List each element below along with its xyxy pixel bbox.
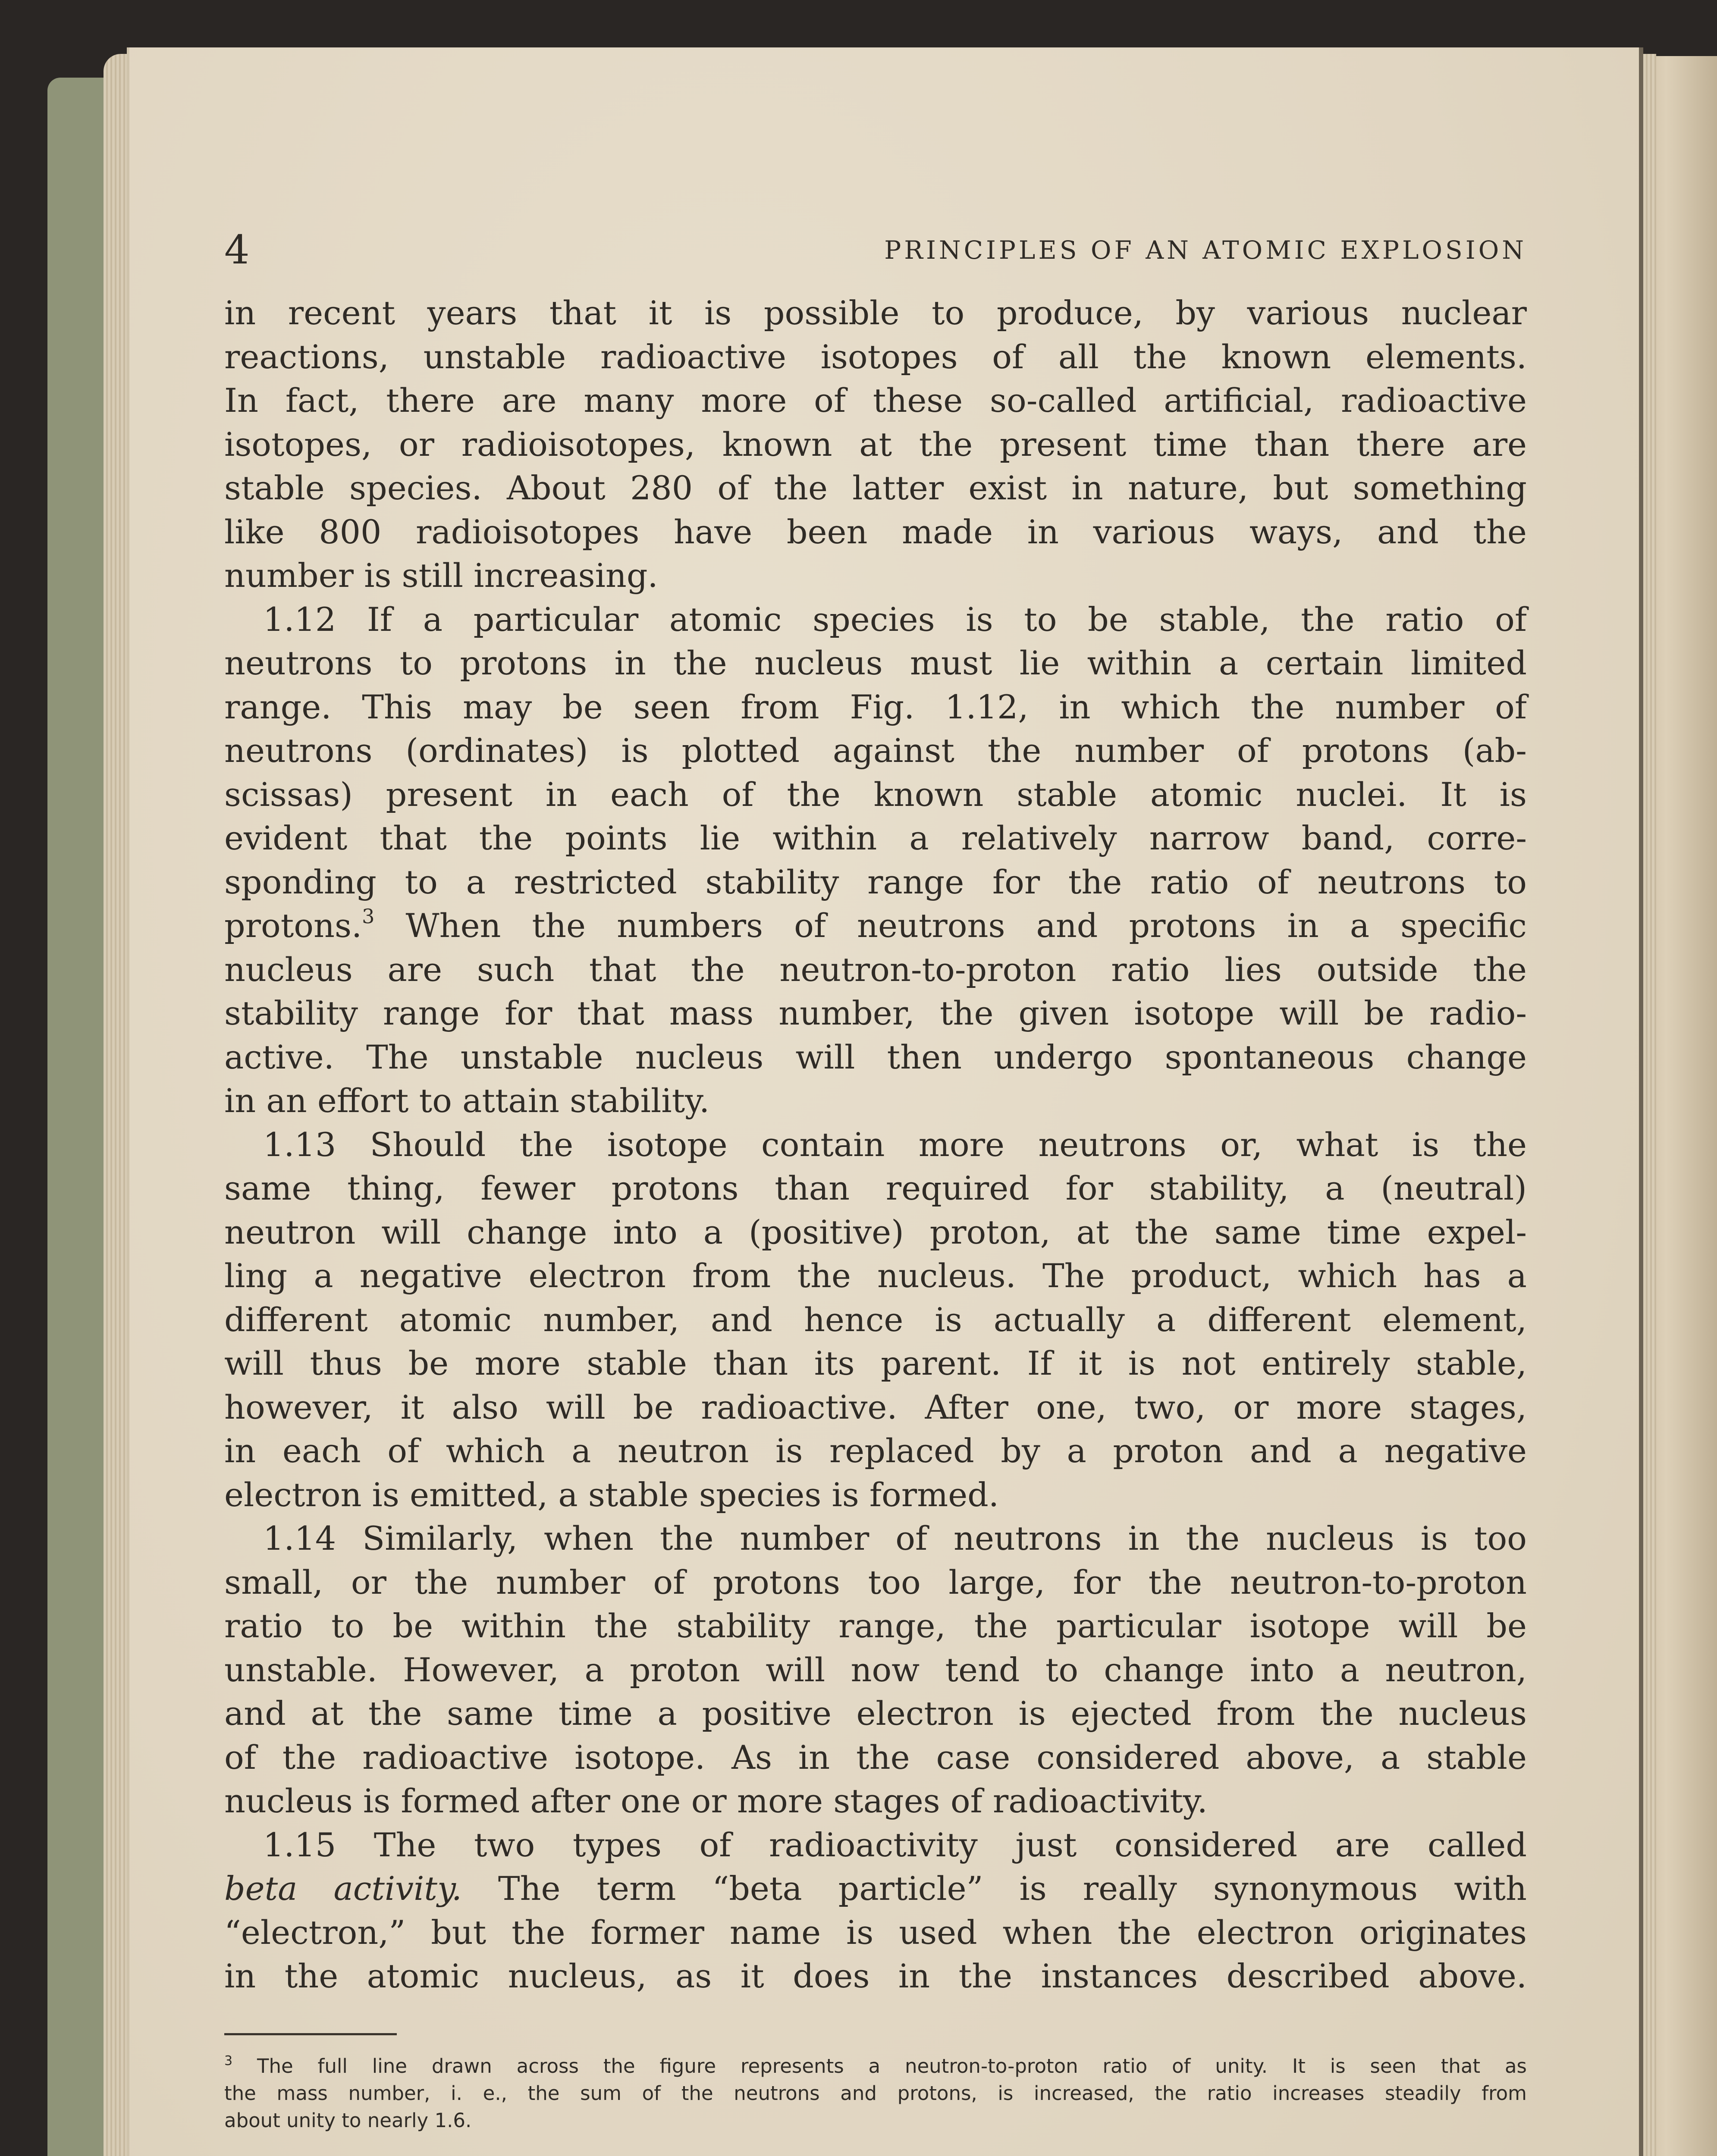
text-line: isotopes, or radioisotopes, known at the present time than there are [224,425,1527,464]
footnote-marker: 3 [224,2053,233,2068]
paragraph-1-15 [224,1823,1527,1998]
text-line: range. This may be seen from Fig. 1.12, in which the number of [224,687,1527,726]
text-line: stability range for that mass number, the given isotope will be radio- [224,994,1527,1032]
text-fragment: The full line drawn across the figure represents a neutron-to-proton ratio of unity. It is seen that as [257,2055,1527,2078]
text-line: number is still increasing. [224,556,658,595]
text-line: ratio to be within the stability range, the particular isotope will be [224,1607,1527,1645]
text-line: neutrons (ordinates) is plotted against the number of protons (ab- [224,731,1527,770]
running-head [224,226,1527,274]
footnote-line: about unity to nearly 1.6. [224,2109,472,2132]
book-gutter [1639,47,1643,2156]
body-text [224,291,1527,1998]
text-line: In fact, there are many more of these so-called artificial, radioactive [224,381,1527,420]
footnote-line [224,2053,1527,2080]
text-line: of the radioactive isotope. As in the case considered above, a stable [224,1738,1527,1777]
text-line: in an effort to attain stability. [224,1081,710,1120]
text-line: will thus be more stable than its parent. If it is not entirely stable, [224,1344,1527,1382]
text-line: neutrons to protons in the nucleus must lie within a certain limited [224,644,1527,682]
text-line: in the atomic nucleus, as it does in the instances described above. [224,1957,1527,1995]
paragraph-1-13 [224,1123,1527,1517]
text-line: however, it also will be radioactive. After one, two, or more stages, [224,1388,1527,1426]
paragraph-1-14 [224,1517,1527,1823]
text-fragment: When the numbers of neutrons and protons in a specific [405,906,1527,945]
text-line: small, or the number of protons too large, for the neutron-to-proton [224,1563,1527,1601]
paragraph-intro [224,291,1527,598]
text-line: neutron will change into a (positive) proton, at the same time expel- [224,1213,1527,1251]
text-line: 1.14 Similarly, when the number of neutrons in the nucleus is too [263,1519,1527,1557]
running-title: PRINCIPLES OF AN ATOMIC EXPLOSION [884,235,1527,265]
footnote-line: the mass number, i. e., the sum of the neutrons and protons, is increased, the ratio increases steadily from [224,2082,1527,2105]
text-fragment: The term “beta particle” is really synonymous with [461,1869,1527,1908]
text-line: and at the same time a positive electron is ejected from the nucleus [224,1694,1527,1733]
footnote [224,2053,1527,2134]
text-fragment: protons. [224,906,362,945]
footnote-divider [224,2033,397,2035]
text-line: reactions, unstable radioactive isotopes of all the known elements. [224,337,1527,376]
text-line: scissas) present in each of the known stable atomic nuclei. It is [224,775,1527,814]
footnote-reference: 3 [362,905,375,928]
text-line: nucleus is formed after one or more stages of radioactivity. [224,1782,1208,1820]
text-line: in recent years that it is possible to produce, by various nuclear [224,294,1527,332]
text-line: 1.12 If a particular atomic species is to be stable, the ratio of [263,600,1527,639]
text-line: sponding to a restricted stability range for the ratio of neutrons to [224,862,1527,901]
text-line: in each of which a neutron is replaced by a proton and a negative [224,1432,1527,1470]
text-line: 1.15 The two types of radioactivity just considered are called [263,1825,1527,1864]
text-line: “electron,” but the former name is used when the electron originates [224,1913,1527,1952]
text-line: electron is emitted, a stable species is formed. [224,1475,999,1514]
text-line: nucleus are such that the neutron-to-proton ratio lies outside the [224,950,1527,989]
italic-term: beta activity. [224,1869,462,1908]
text-line: unstable. However, a proton will now tend to change into a neutron, [224,1650,1527,1689]
page-number: 4 [224,227,250,273]
text-line: different atomic number, and hence is actually a different element, [224,1300,1527,1339]
text-line: 1.13 Should the isotope contain more neutrons or, what is the [263,1125,1527,1164]
text-line [224,904,1527,948]
text-line: like 800 radioisotopes have been made in various ways, and the [224,512,1527,551]
text-line: same thing, fewer protons than required for stability, a (neutral) [224,1169,1527,1207]
text-line [224,1867,1527,1911]
text-line: ling a negative electron from the nucleus. The product, which has a [224,1257,1527,1295]
text-line: evident that the points lie within a relatively narrow band, corre- [224,819,1527,857]
text-line: stable species. About 280 of the latter exist in nature, but something [224,469,1527,507]
text-line: active. The unstable nucleus will then undergo spontaneous change [224,1037,1527,1076]
paragraph-1-12 [224,598,1527,1123]
